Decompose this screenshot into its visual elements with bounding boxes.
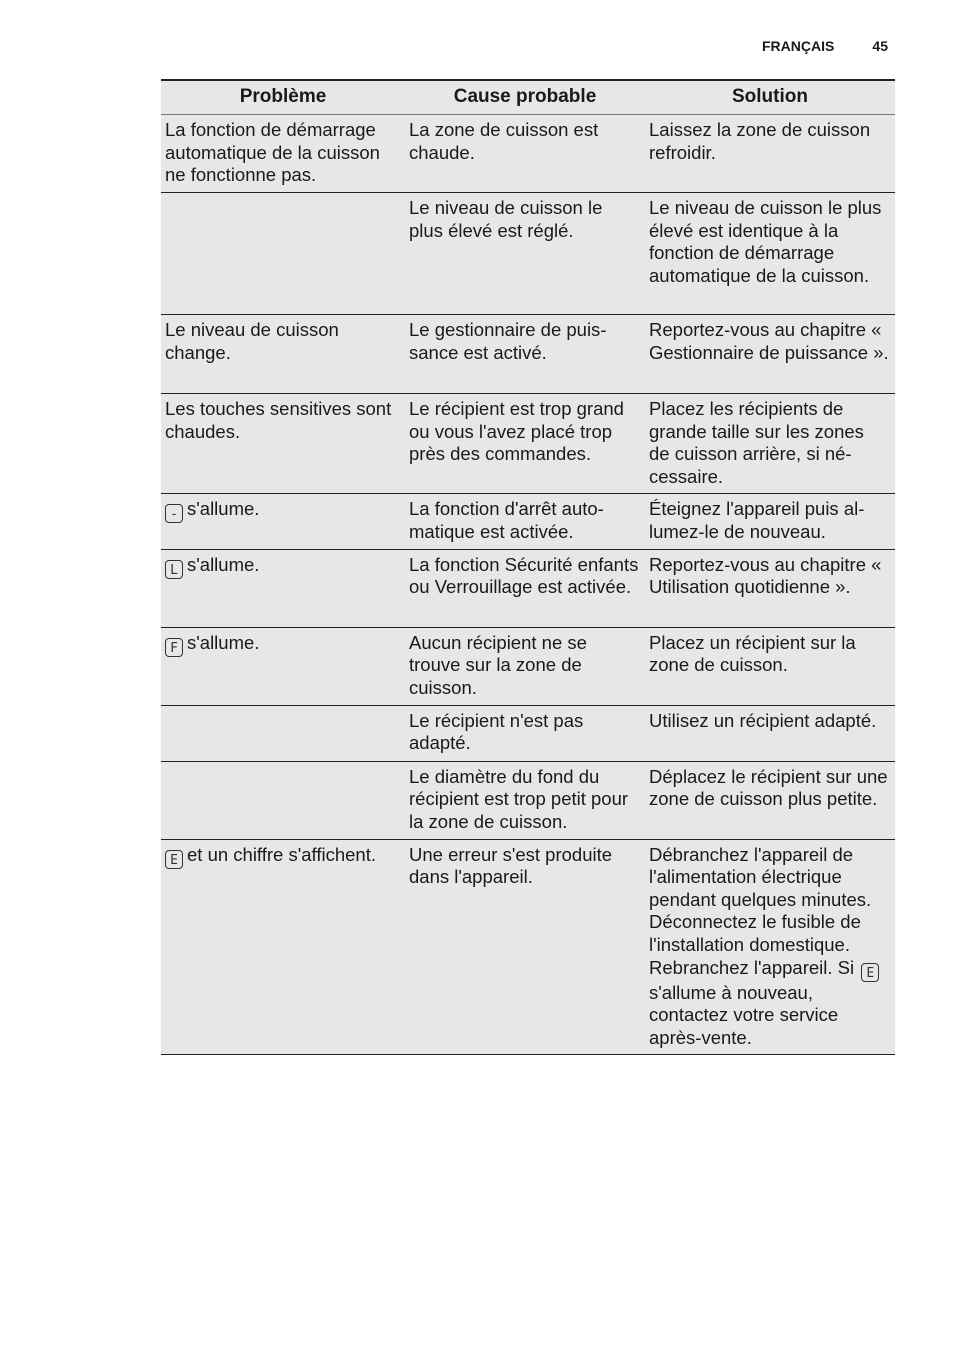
page-header xyxy=(760,38,890,58)
problem-cell xyxy=(161,549,405,627)
header-problem: Problème xyxy=(239,85,327,107)
problem-text: s'allume. xyxy=(187,498,260,520)
problem-cell xyxy=(161,761,405,839)
cause-cell: Aucun récipient ne se trouve sur la zone de cuisson. xyxy=(409,631,587,698)
table-header-row xyxy=(161,80,895,115)
table-row xyxy=(161,549,895,627)
error-display-symbol: E xyxy=(165,850,183,869)
problem-cell: Le niveau de cuisson change. xyxy=(165,319,339,363)
solution-cell: Le niveau de cuisson le plus élevé est identique à la fonction de démarrage automatique de la cuisson. xyxy=(649,197,882,286)
solution-cell: Reportez-vous au chapitre « Utilisation quotidienne ». xyxy=(649,553,882,598)
problem-cell xyxy=(161,193,405,315)
problem-cell: La fonction de démarrage automatique de la cuisson ne fonctionne pas. xyxy=(165,119,380,186)
solution-cell xyxy=(645,839,895,1055)
problem-cell xyxy=(161,839,405,1055)
solution-cell: Placez les récipients de grande taille sur les zones de cuisson arrière, si nécessaire. xyxy=(649,398,864,487)
page-number: 45 xyxy=(872,38,888,54)
problem-cell: Les touches sensitives sont chaudes. xyxy=(165,398,392,442)
error-display-symbol: E xyxy=(861,963,879,982)
cause-cell: La zone de cuisson est chaude. xyxy=(409,119,599,163)
table-row xyxy=(161,494,895,549)
problem-cell xyxy=(161,627,405,705)
cause-cell: Le récipient n'est pas adapté. xyxy=(409,709,584,754)
cause-cell: Le niveau de cuisson le plus élevé est réglé. xyxy=(409,197,603,241)
cause-cell: La fonction Sécurité enfants ou Verrouillage est activée. xyxy=(409,553,639,598)
solution-cell: Utilisez un récipient adapté. xyxy=(649,709,877,731)
dash-display-symbol: - xyxy=(165,504,183,523)
troubleshooting-table xyxy=(161,79,895,1055)
solution-cell: Déplacez le récipient sur une zone de cuisson plus petite. xyxy=(649,765,888,810)
cause-cell: Le diamètre du fond du récipient est trop petit pour la zone de cuisson. xyxy=(409,765,629,832)
solution-cell: Laissez la zone de cuisson refroidir. xyxy=(649,119,871,163)
cause-cell: Le récipient est trop grand ou vous l'avez placé trop près des commandes. xyxy=(409,398,624,465)
problem-cell xyxy=(161,705,405,761)
table-row xyxy=(161,193,895,315)
solution-cell: Reportez-vous au chapitre « Gestionnaire de puissance ». xyxy=(649,319,889,363)
language-label: FRANÇAIS xyxy=(762,38,835,54)
table-row xyxy=(161,394,895,494)
problem-text: et un chiffre s'affichent. xyxy=(187,843,376,865)
table-row xyxy=(161,705,895,761)
table-row xyxy=(161,627,895,705)
cause-cell: Une erreur s'est produite dans l'appareil. xyxy=(409,843,613,888)
header-cause: Cause probable xyxy=(453,85,597,107)
table-row xyxy=(161,115,895,193)
problem-text: s'allume. xyxy=(187,553,260,575)
cause-cell: Le gestionnaire de puissance est activé. xyxy=(409,319,607,363)
table-row xyxy=(161,761,895,839)
header-solution: Solution xyxy=(732,85,808,107)
problem-cell xyxy=(161,494,405,549)
table-row xyxy=(161,315,895,394)
cause-cell: La fonction d'arrêt automatique est activée. xyxy=(409,498,604,542)
lock-display-symbol: L xyxy=(165,560,183,579)
solution-cell: Éteignez l'appareil puis allumez-le de nouveau. xyxy=(649,498,865,542)
solution-text-before: Débranchez l'appareil de l'alimentation électrique pendant quelques minutes. Déconnectez le fusible de l'installation domestique. Rebranchez l'appareil. Si xyxy=(649,843,872,978)
table-row xyxy=(161,839,895,1055)
problem-text: s'allume. xyxy=(187,631,260,653)
f-display-symbol: F xyxy=(165,638,183,657)
solution-cell: Placez un récipient sur la zone de cuisson. xyxy=(649,631,856,676)
solution-text-after: s'allume à nouveau, contactez votre service après-vente. xyxy=(649,981,839,1048)
